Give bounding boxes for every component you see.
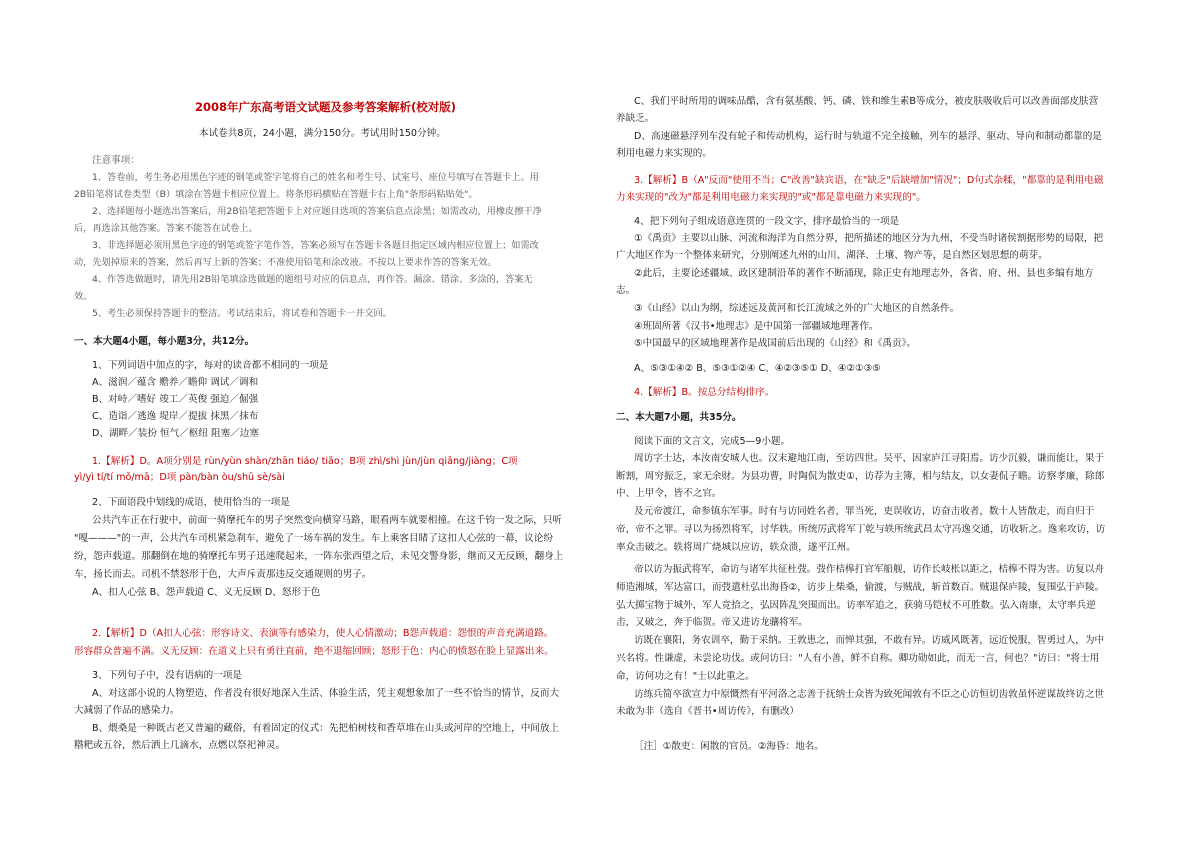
passage-line: 帝，帝不之罪。寻以为扬烈将军，讨华轶。所统厉武将军丁乾与轶所统武昌太守冯逸交通，访收斩之。逸来攻访，访 bbox=[616, 524, 1106, 535]
sentence-line: 志。 bbox=[616, 285, 636, 296]
question-1: 1、下列词语中加点的字，每对的读音都不相同的一项是 bbox=[92, 360, 329, 371]
option-line: C、造诣／逃逸 堤岸／提拔 抹黑／抹布 bbox=[92, 411, 259, 422]
passage-line: 车，扬长而去。司机不禁怒形于色，大声斥责那违反交通规则的男子。 bbox=[74, 569, 372, 580]
option-line: 大减弱了作品的感染力。 bbox=[74, 705, 180, 716]
exam-info: 本试卷共8页，24小题，满分150分。考试用时150分钟。 bbox=[199, 128, 446, 139]
notice-line: 效。 bbox=[74, 291, 93, 302]
question-4: 4、把下列句子组成语意连贯的一段文字，排序最恰当的一项是 bbox=[634, 216, 900, 227]
option-line: D、湖畔／装扮 恒气／枢纽 阻塞／边塞 bbox=[92, 428, 259, 439]
option-line: C、我们平时所用的调味品酷，含有氨基酸、钙、磷、铁和维生素B等成分，被皮肤吸收后可以改善面部皮肤营 bbox=[634, 96, 1099, 107]
notice-line: 3、非选择题必须用黑色字迹的钢笔或签字笔作答，答案必须写在答题卡各题目指定区域内相应位置上；如需改 bbox=[92, 240, 539, 251]
passage-line: 断割，周穷振乏，家无余财。为县功曹，时陶侃为散吏①，访荐为主簿，相与结友，以女妻侃子瞻。访察孝廉，除郎 bbox=[616, 471, 1105, 482]
footnote: ［注］①散吏：闲散的官员。②海昏：地名。 bbox=[634, 741, 824, 752]
passage-line: 兴名将。性谦虚，未尝论功伐。或问访曰："人有小善，鲜不自称。卿功勋如此，而无一言，何也？"访曰："将士用 bbox=[616, 653, 1100, 664]
question-3: 3、下列句子中，没有语病的一项是 bbox=[92, 670, 243, 681]
sentence-line: 广大地区作为一个整体来研究，分别阐述九州的山川、湖泽、土壤、物产等，是自然区划思想的萌芽。 bbox=[616, 250, 1048, 261]
answer-2: 2.【解析】D（A扣人心弦：形容诗文、表演等有感染力，使人心情激动；B怨声载道：怨恨的声音充满道路。 bbox=[92, 628, 554, 639]
sentence-line: ②此后，主要论述疆域、政区建制沿革的著作不断涌现，除正史有地理志外，各省、府、州、县也多编有地方 bbox=[634, 268, 1094, 279]
option-line: 利用电磁力来实现的。 bbox=[616, 148, 712, 159]
section-heading: 一、本大题4小题，每小题3分，共12分。 bbox=[74, 336, 255, 347]
passage-line: 公共汽车正在行驶中，前面一骑摩托车的男子突然变向横穿马路，眼看两车就要相撞。在这千钧一发之际，只听 bbox=[92, 515, 563, 526]
passage-line: 师造湘城，军达富口，而弢遣杜弘出海昏②，访步上柴桑，偷渡，与贼战，斩首数百。贼退保庐陵，复围弘于庐陵。 bbox=[616, 582, 1105, 593]
option-line: A、扣人心弦 B、怨声载道 C、义无反顾 D、怒形于色 bbox=[92, 587, 321, 598]
passage-line: 纷，怨声载道。那翻倒在地的骑摩托车男子迅速爬起来，一阵东张西望之后，未见交警身影，继而又无反顾，翻身上 bbox=[74, 551, 564, 562]
option-line: 养缺乏。 bbox=[616, 113, 655, 124]
passage-line: 弘大掷宝物于城外，军人竞拾之，弘因阵乱突围而出。访率军追之，获骑马铠杖不可胜数。弘入南康，太守率兵逆 bbox=[616, 600, 1096, 611]
option-line: B、对峙／嗜好 竣工／英俊 强迫／倔强 bbox=[92, 394, 259, 405]
notice-line: 4、作答选做题时，请先用2B铅笔填涂选做题的题组号对应的信息点，再作答。漏涂、错涂、多涂的，答案无 bbox=[92, 274, 533, 285]
sentence-line: ③《山经》以山为纲，综述远及黄河和长江流域之外的广大地区的自然条件。 bbox=[634, 303, 960, 314]
option-line: 糌粑或五谷，然后洒上几滴水，点燃以祭祀神灵。 bbox=[74, 740, 286, 751]
passage-line: 击，又破之，奔于临贺。帝又进访龙骧将军。 bbox=[616, 617, 808, 628]
reading-intro: 阅读下面的文言文，完成5—9小题。 bbox=[634, 436, 791, 447]
notice-title: 注意事项： bbox=[92, 155, 140, 166]
notice-line: 动，先划掉原来的答案，然后再写上新的答案；不准使用铅笔和涂改液。不按以上要求作答的答案无效。 bbox=[74, 257, 497, 268]
question-2: 2、下面语段中划线的成语，使用恰当的一项是 bbox=[92, 497, 290, 508]
notice-line: 2、选择题每小题选出答案后，用2B铅笔把答题卡上对应题目选项的答案信息点涂黑；如需改动，用橡皮擦干净 bbox=[92, 206, 542, 217]
option-line: A、滋润／蕴含 赡养／瞻仰 调试／调和 bbox=[92, 377, 259, 388]
answer-2: 形容群众普遍不满。义无反顾：在道义上只有勇往直前，绝不退缩回顾；怒形于色：内心的愤怒在脸上显露出来。 bbox=[74, 646, 554, 657]
sentence-line: ⑤中国最早的区域地理著作是战国前后出现的《山经》和《禹贡》。 bbox=[634, 338, 917, 349]
notice-line: 2B铅笔将试卷类型（B）填涂在答题卡相应位置上。将条形码横贴在答题卡右上角"条形码粘贴处"。 bbox=[74, 189, 478, 200]
passage-line: 帝以访为振武将军，命访与诸军共征杜弢。弢作桔槔打官军船舰，访作长岐枨以距之，桔槔不得为害。访复以舟 bbox=[634, 564, 1105, 575]
passage-line: "嘎———"的一声，公共汽车司机紧急刹车，避免了一场车祸的发生。车上乘客目睹了这扣人心弦的一幕，议论纷 bbox=[74, 533, 553, 544]
section-heading: 二、本大题7小题，共35分。 bbox=[616, 412, 742, 423]
passage-line: 命，访何功之有！"士以此重之。 bbox=[616, 671, 755, 682]
answer-1: 1.【解析】D。A项分别是 rùn/yùn shàn/zhān tiáo/ tiǎo；B项 zhì/shì jùn/jùn qiǎng/jiàng；C项 bbox=[92, 456, 518, 467]
option-line: A、对这部小说的人物塑造，作者没有很好地深入生活、体验生活，凭主观想象加了一些不恰当的情节，反而大 bbox=[92, 688, 560, 699]
passage-line: 访练兵简卒欲宣力中原慨然有平河洛之志善于抚纳士众皆为致死闻敦有不臣之心访恒切齿敦虽怀逆谋故终访之世 bbox=[634, 689, 1105, 700]
answer-4: 4.【解析】B。按总分结构排序。 bbox=[634, 387, 775, 398]
passage-line: 率众击破之。轶将周广烧城以应访，轶众溃，遂平江州。 bbox=[616, 542, 856, 553]
option-line: B、煨桑是一种既古老又普遍的藏俗，有着固定的仪式：先把柏树枝和香草堆在山头或河岸的空地上，中间放上 bbox=[92, 723, 560, 734]
document-title: 2008年广东高考语文试题及参考答案解析(校对版) bbox=[195, 100, 457, 114]
notice-line: 5、考生必须保持答题卡的整洁。考试结束后，将试卷和答题卡一并交回。 bbox=[92, 308, 392, 319]
sentence-line: ①《禹贡》主要以山脉、河流和海洋为自然分界，把所描述的地区分为九州，不受当时诸侯割据形势的局限，把 bbox=[634, 233, 1104, 244]
notice-line: 1、答卷前，考生务必用黑色字迹的钢笔或签字笔将自己的姓名和考生号、试室号、座位号填写在答题卡上。用 bbox=[92, 172, 539, 183]
answer-3: 力来实现的"改为"都是利用电磁力来实现的"或"都是靠电磁力来实现的"。 bbox=[616, 192, 926, 203]
passage-line: 周访字士达，本汝南安城人也。汉末避地江南，至访四世。吴平，因家庐江寻阳焉。访少沉毅，谦而能让，果于 bbox=[634, 453, 1105, 464]
option-line: A、⑤③①④② B、⑤③①②④ C、④②③⑤① D、④②①③⑤ bbox=[634, 363, 881, 374]
passage-line: 未敢为非（选自《晋书•周访传》，有删改） bbox=[616, 706, 800, 717]
answer-1: yì/yì tí/tí mǒ/mā；D项 pàn/bàn òu/shū sè/sài bbox=[74, 472, 285, 483]
notice-line: 后，再选涂其他答案。答案不能答在试卷上。 bbox=[74, 223, 258, 234]
answer-3: 3.【解析】B（A"反而"使用不当；C"改善"缺宾语，在"缺乏"后缺增加"情况"；D句式杂糅，"都靠的是利用电磁 bbox=[634, 175, 1104, 186]
passage-line: 访既在襄阳，务农训卒，勤于采纳。王敦患之，而惮其强，不敢有异。访威风既著，远近悦服，智勇过人，为中 bbox=[634, 635, 1105, 646]
sentence-line: ④班固所著《汉书•地理志》是中国第一部疆域地理著作。 bbox=[634, 321, 879, 332]
passage-line: 中、上甲令，皆不之官。 bbox=[616, 488, 722, 499]
option-line: D、高速磁悬浮列车没有轮子和传动机构，运行时与轨道不完全接触，列车的悬浮、驱动、导向和制动都靠的是 bbox=[634, 131, 1102, 142]
passage-line: 及元帝渡江，命参镇东军事。时有与访同姓名者，罪当死，吏误收访，访奋击收者，数十人皆散走，而自归于 bbox=[634, 506, 1095, 517]
